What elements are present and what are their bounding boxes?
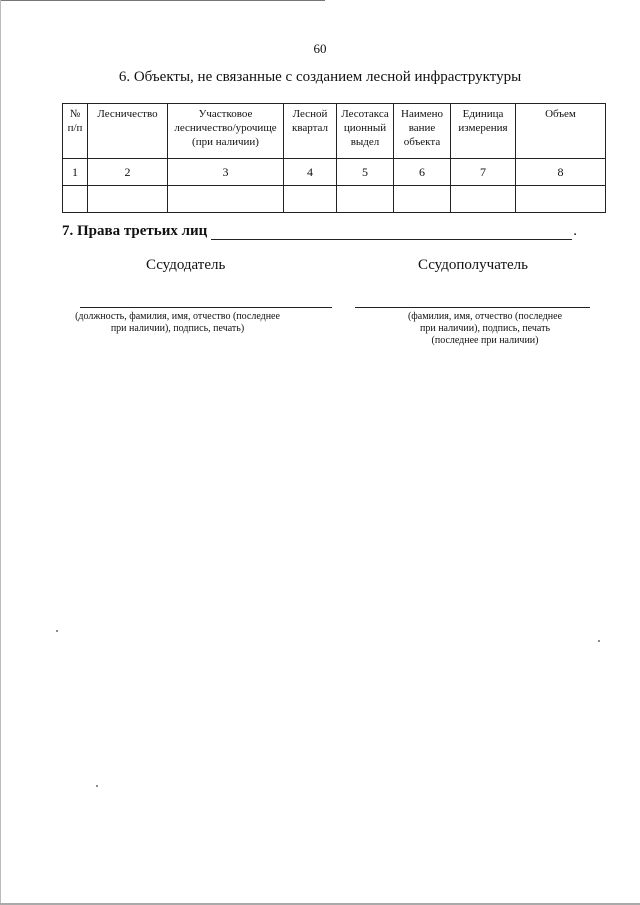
third-party-rights-label: 7. Права третьих лиц	[62, 223, 208, 239]
scan-speck	[598, 640, 600, 642]
lender-title: Ссудодатель	[146, 257, 226, 273]
column-number: 8	[516, 159, 606, 186]
empty-cell	[516, 186, 606, 213]
column-number: 5	[337, 159, 394, 186]
scan-edge-left	[0, 0, 1, 905]
lender-signature-caption: (должность, фамилия, имя, отчество (последнее при наличии), подпись, печать)	[75, 311, 280, 334]
empty-cell	[63, 186, 88, 213]
empty-cell	[168, 186, 284, 213]
header-forest-quarter: Лесной квартал	[284, 104, 337, 159]
header-number: № п/п	[63, 104, 88, 159]
borrower-signature-line	[355, 307, 590, 308]
objects-table	[62, 103, 606, 213]
third-party-rights-end: .	[573, 223, 577, 239]
header-unit: Единица измерения	[451, 104, 516, 159]
header-object-name: Наимено вание объекта	[394, 104, 451, 159]
scan-speck	[96, 785, 98, 787]
header-taxation-unit: Лесотакса ционный выдел	[337, 104, 394, 159]
column-number: 2	[88, 159, 168, 186]
empty-cell	[88, 186, 168, 213]
empty-cell	[451, 186, 516, 213]
table-empty-row	[63, 186, 606, 213]
column-number: 6	[394, 159, 451, 186]
column-number: 3	[168, 159, 284, 186]
column-number: 1	[63, 159, 88, 186]
scan-edge-top	[0, 0, 325, 1]
table-header-row	[63, 104, 606, 159]
third-party-rights-line	[211, 225, 572, 240]
header-forestry: Лесничество	[88, 104, 168, 159]
header-volume: Объем	[516, 104, 606, 159]
empty-cell	[337, 186, 394, 213]
header-district-forestry: Участковое лесничество/урочище (при наличии)	[168, 104, 284, 159]
page-number: 60	[313, 41, 327, 56]
empty-cell	[394, 186, 451, 213]
column-number: 7	[451, 159, 516, 186]
borrower-signature-caption: (фамилия, имя, отчество (последнее при наличии), подпись, печать (последнее при наличии)	[407, 311, 563, 346]
borrower-title: Ссудополучатель	[418, 257, 529, 273]
scan-speck	[56, 630, 58, 632]
lender-signature-line	[80, 307, 332, 308]
column-number: 4	[284, 159, 337, 186]
section-title: 6. Объекты, не связанные с созданием лесной инфраструктуры	[118, 69, 522, 85]
table-number-row	[63, 159, 606, 186]
third-party-rights	[62, 223, 577, 240]
empty-cell	[284, 186, 337, 213]
